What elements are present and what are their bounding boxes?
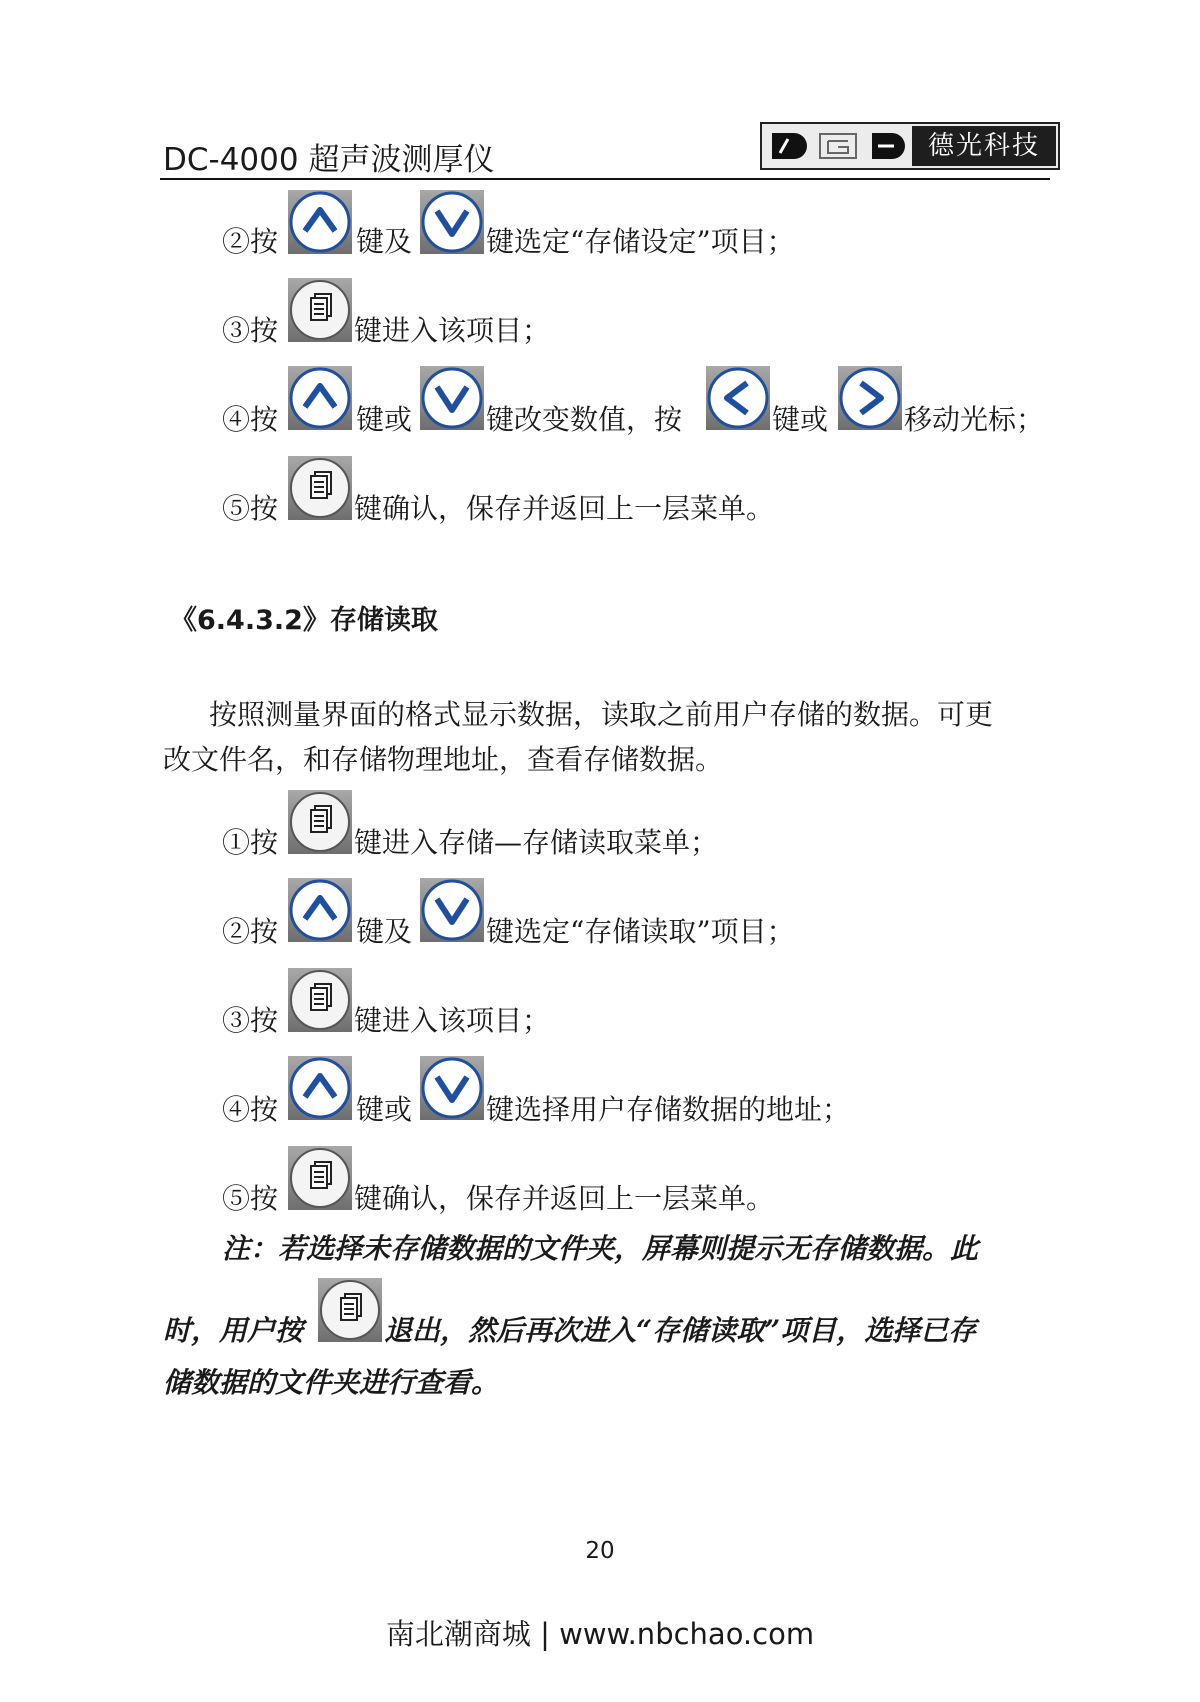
left-arrow-key-icon [706,366,770,430]
menu-key-icon [288,278,352,342]
step-text: 键及 [356,915,413,948]
step-prefix: ②按 [222,915,279,948]
step-text: 键选定“存储读取”项目； [486,915,795,948]
up-arrow-key-icon [288,366,352,430]
step-text: 键确认，保存并返回上一层菜单。 [354,1182,775,1215]
menu-key-icon [288,968,352,1032]
note-line: 储数据的文件夹进行查看。 [163,1366,500,1399]
step-prefix: ③按 [222,314,279,347]
step-prefix: ⑤按 [222,1182,279,1215]
note-line: 注：若选择未存储数据的文件夹，屏幕则提示无存储数据。此 [222,1232,979,1265]
menu-key-icon [288,1146,352,1210]
down-arrow-key-icon [420,190,484,254]
step-text: 键确认，保存并返回上一层菜单。 [354,492,775,525]
step-prefix: ①按 [222,826,279,859]
step-text: 键或 [356,403,413,436]
step-text: 键选择用户存储数据的地址； [486,1093,851,1126]
step-text: 键及 [356,225,413,258]
step-text: 键或 [356,1093,413,1126]
step-text: 键进入该项目； [354,1004,551,1037]
menu-key-icon [318,1278,382,1342]
note-line: 退出，然后再次进入“存储读取”项目，选择已存 [384,1314,977,1347]
page-number: 20 [585,1538,615,1564]
down-arrow-key-icon [420,878,484,942]
menu-key-icon [288,790,352,854]
document-title: DC-4000 超声波测厚仪 [163,142,495,178]
step-text: 键或 [772,403,829,436]
right-arrow-key-icon [838,366,902,430]
step-prefix: ⑤按 [222,492,279,525]
header-divider [160,178,1050,180]
step-prefix: ④按 [222,1093,279,1126]
step-prefix: ③按 [222,1004,279,1037]
up-arrow-key-icon [288,190,352,254]
step-text: 键进入该项目； [354,314,551,347]
down-arrow-key-icon [420,366,484,430]
step-prefix: ④按 [222,403,279,436]
site-footer: 南北潮商城 | www.nbchao.com [385,1617,815,1651]
logo-text: 德光科技 [912,126,1056,166]
logo-mark-icon [768,129,910,163]
paragraph-line: 改文件名，和存储物理地址，查看存储数据。 [163,743,724,776]
paragraph-line: 按照测量界面的格式显示数据，读取之前用户存储的数据。可更 [209,698,994,731]
note-line: 时，用户按 [163,1314,304,1347]
step-text: 移动光标； [904,403,1045,436]
step-text: 键改变数值，按 [486,403,683,436]
down-arrow-key-icon [420,1056,484,1120]
up-arrow-key-icon [288,878,352,942]
step-text: 键进入存储—存储读取菜单； [354,826,719,859]
menu-key-icon [288,456,352,520]
up-arrow-key-icon [288,1056,352,1120]
step-prefix: ②按 [222,225,279,258]
section-heading: 《6.4.3.2》存储读取 [170,605,438,636]
step-text: 键选定“存储设定”项目； [486,225,795,258]
